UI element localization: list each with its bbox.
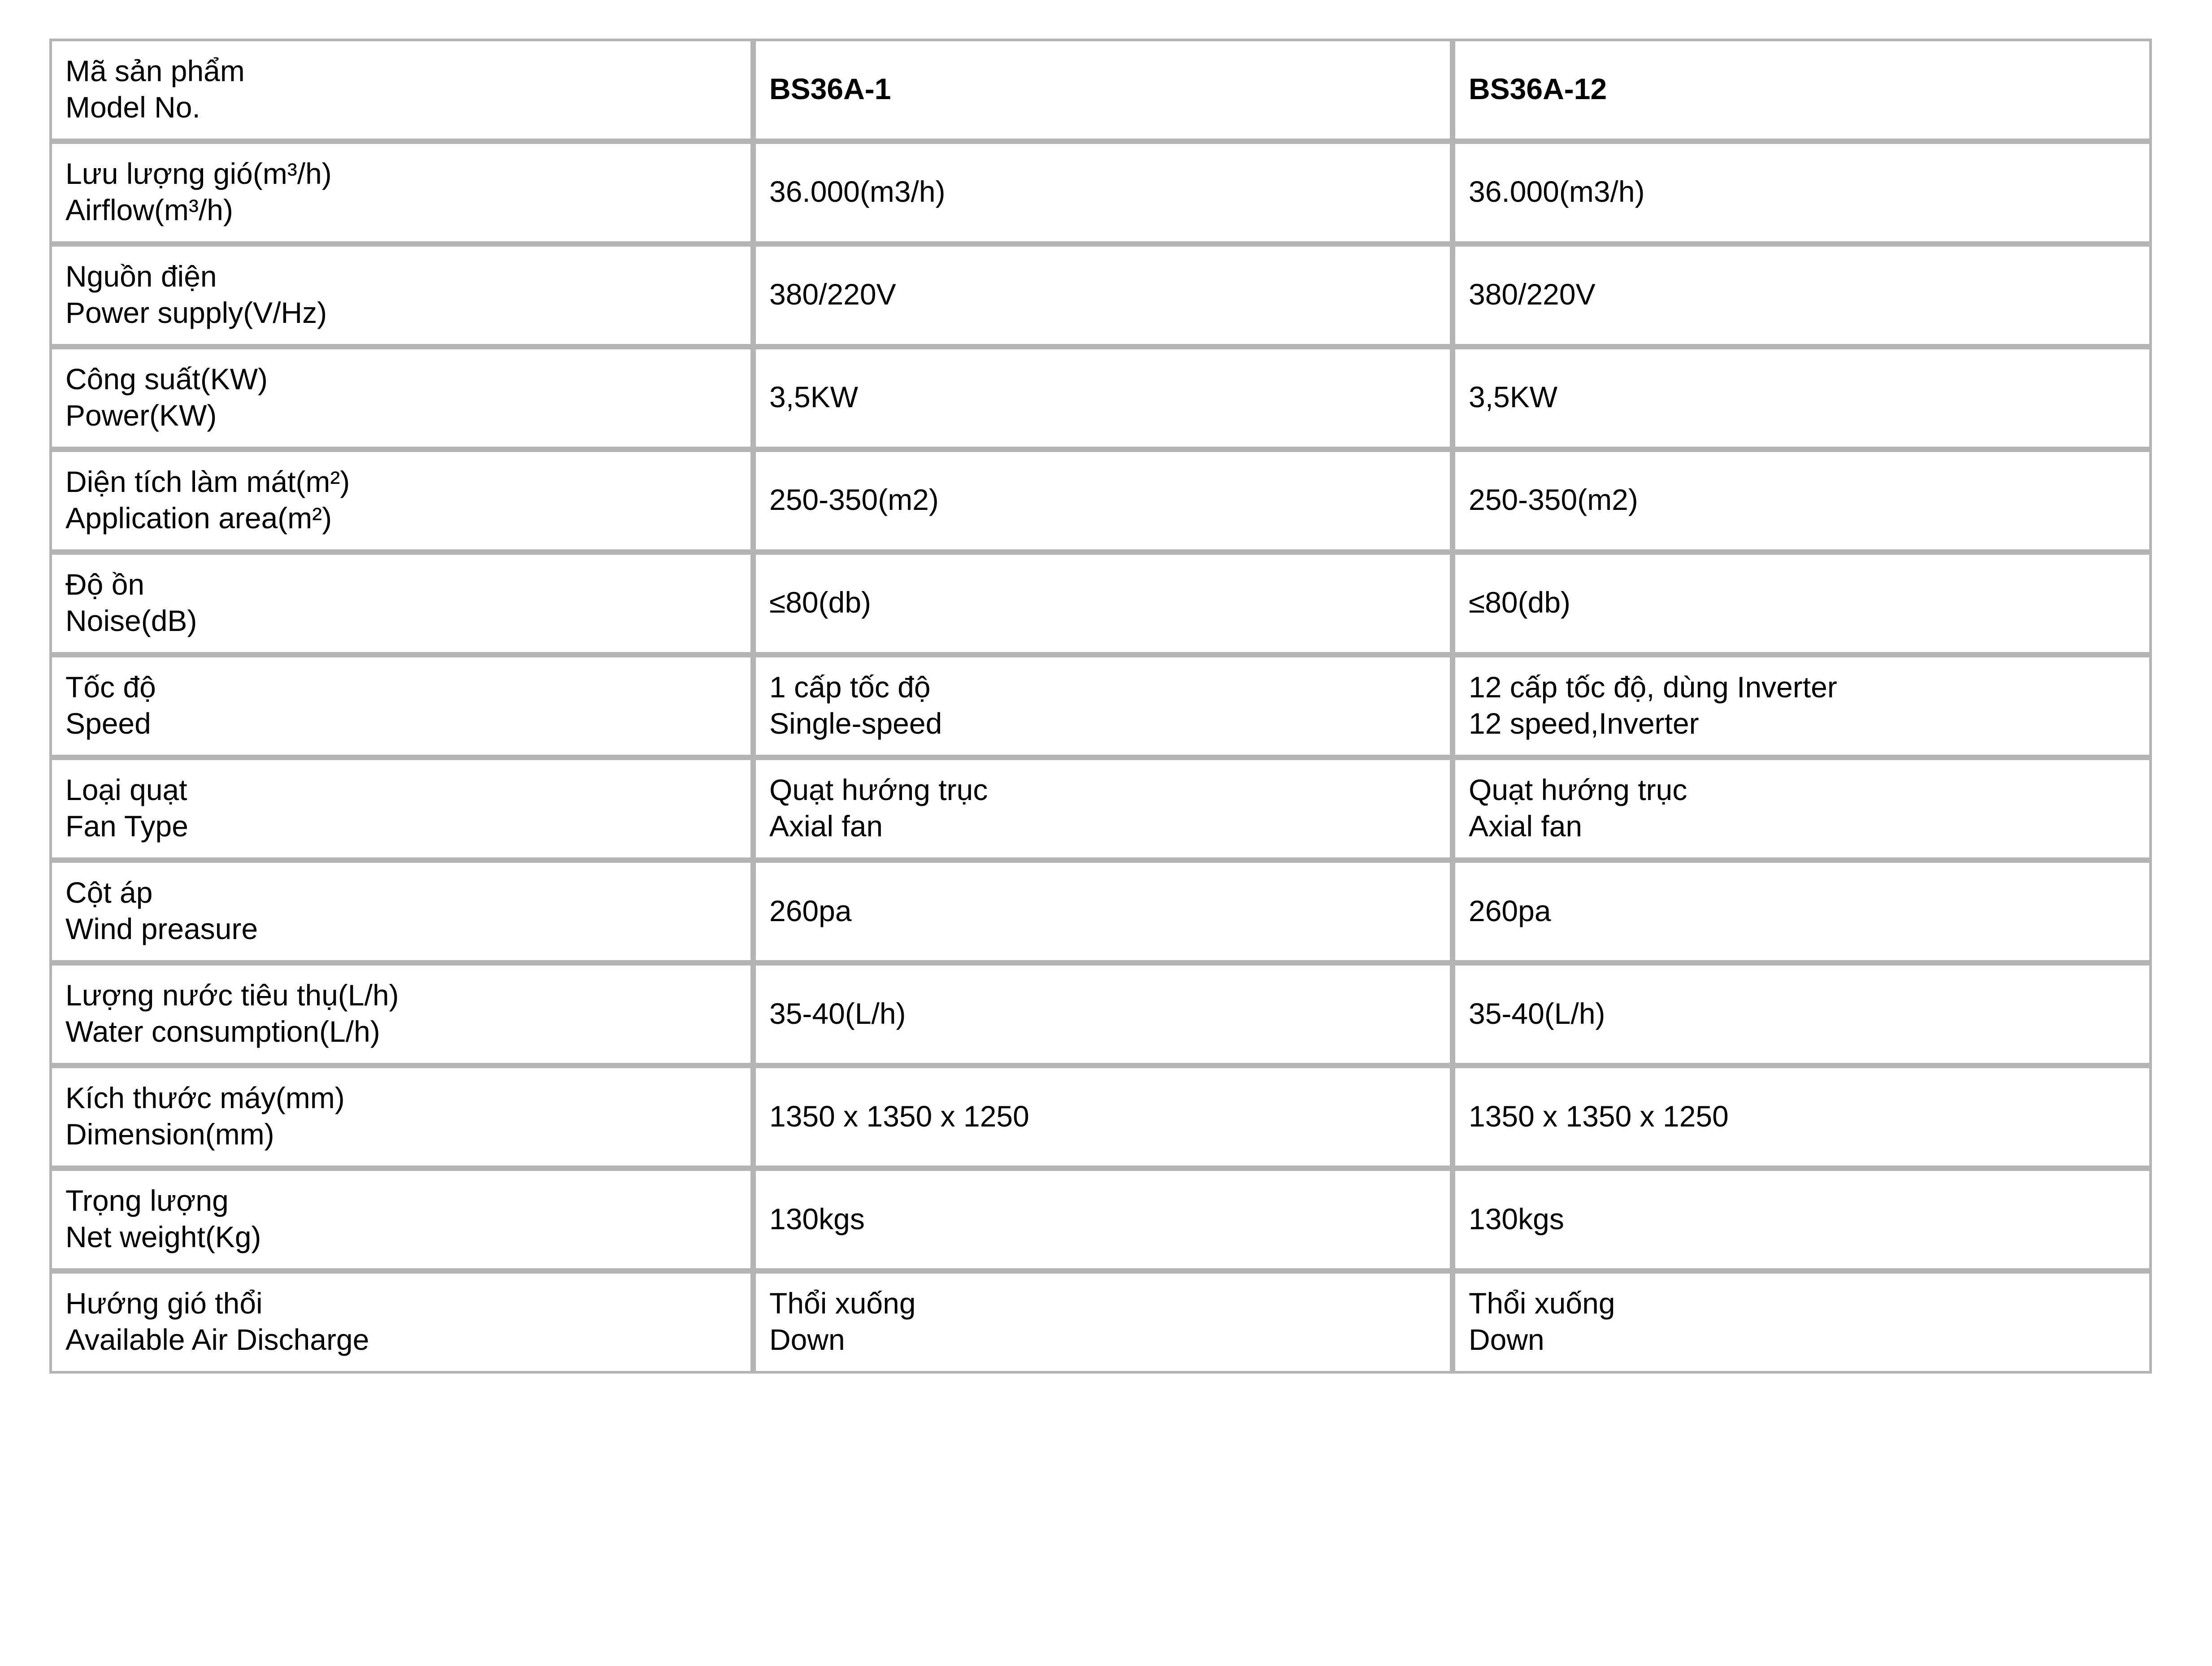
row-label-fan-type — [49, 757, 753, 860]
value-dimension-col1 — [753, 1066, 1453, 1168]
label-vi: Nguồn điện — [65, 260, 217, 293]
label-en: Dimension(mm) — [65, 1117, 274, 1151]
label-vi: Diện tích làm mát(m²) — [65, 465, 350, 499]
value-vi: 1350 x 1350 x 1250 — [1469, 1099, 1729, 1133]
specifications-table — [49, 39, 2152, 1374]
value-vi: 3,5KW — [1469, 380, 1558, 414]
value-fan-type-col2 — [1453, 757, 2152, 860]
row-label-air-discharge — [49, 1271, 753, 1374]
table-row — [49, 347, 2152, 449]
row-label-speed — [49, 655, 753, 757]
label-vi: Cột áp — [65, 876, 153, 909]
value-vi: 36.000(m3/h) — [1469, 175, 1645, 209]
label-en: Application area(m²) — [65, 501, 332, 535]
label-en: Water consumption(L/h) — [65, 1014, 380, 1048]
value-vi: 35-40(L/h) — [769, 996, 906, 1030]
value-vi: 1 cấp tốc độ — [769, 670, 931, 704]
label-vi: Độ ồn — [65, 568, 145, 601]
value-power-supply-col2 — [1453, 244, 2152, 347]
value-application-area-col2 — [1453, 449, 2152, 552]
row-label-wind-pressure — [49, 860, 753, 963]
label-en: Speed — [65, 706, 151, 740]
value-vi: 36.000(m3/h) — [769, 175, 946, 209]
row-label-application-area — [49, 449, 753, 552]
value-vi: ≤80(db) — [769, 586, 872, 619]
value-water-consumption-col1 — [753, 963, 1453, 1066]
label-vi: Lưu lượng gió(m³/h) — [65, 157, 332, 191]
value-vi: 1350 x 1350 x 1250 — [769, 1099, 1029, 1133]
label-en: Noise(dB) — [65, 604, 197, 637]
header-cell-model-2 — [1453, 39, 2152, 141]
value-vi: 12 cấp tốc độ, dùng Inverter — [1469, 670, 1837, 704]
value-vi: 130kgs — [1469, 1202, 1564, 1235]
value-vi: Quạt hướng trục — [769, 773, 988, 807]
value-vi: Quạt hướng trục — [1469, 773, 1687, 807]
label-en: Model No. — [65, 90, 200, 124]
value-en: Axial fan — [1469, 809, 1583, 843]
table-row — [49, 449, 2152, 552]
label-vi: Mã sản phẩm — [65, 54, 245, 87]
table-row — [49, 1271, 2152, 1374]
row-label-power — [49, 347, 753, 449]
value-wind-pressure-col1 — [753, 860, 1453, 963]
row-label-airflow — [49, 141, 753, 244]
label-vi: Kích thước máy(mm) — [65, 1081, 345, 1115]
value-airflow-col1 — [753, 141, 1453, 244]
value-water-consumption-col2 — [1453, 963, 2152, 1066]
value-net-weight-col1 — [753, 1168, 1453, 1271]
table-row — [49, 963, 2152, 1066]
value-speed-col1 — [753, 655, 1453, 757]
value-power-supply-col1 — [753, 244, 1453, 347]
value-vi: 35-40(L/h) — [1469, 996, 1605, 1030]
label-vi: Công suất(KW) — [65, 362, 268, 396]
label-en: Net weight(Kg) — [65, 1220, 261, 1253]
label-vi: Loại quạt — [65, 773, 187, 807]
row-label-noise — [49, 552, 753, 655]
value-vi: 3,5KW — [769, 380, 859, 414]
row-label-net-weight — [49, 1168, 753, 1271]
value-en: Axial fan — [769, 809, 883, 843]
value-vi: 380/220V — [1469, 278, 1596, 311]
table-row — [49, 1066, 2152, 1168]
header-cell-model-label — [49, 39, 753, 141]
row-label-water-consumption — [49, 963, 753, 1066]
table-row — [49, 655, 2152, 757]
table-header-row — [49, 39, 2152, 141]
header-cell-model-1 — [753, 39, 1453, 141]
label-en: Power supply(V/Hz) — [65, 296, 327, 329]
value-fan-type-col1 — [753, 757, 1453, 860]
value-airflow-col2 — [1453, 141, 2152, 244]
model-name: BS36A-1 — [769, 72, 891, 106]
value-application-area-col1 — [753, 449, 1453, 552]
value-vi: Thổi xuống — [769, 1287, 916, 1320]
value-en: 12 speed,Inverter — [1469, 706, 1699, 740]
value-speed-col2 — [1453, 655, 2152, 757]
value-noise-col1 — [753, 552, 1453, 655]
label-vi: Trọng lượng — [65, 1184, 229, 1218]
value-noise-col2 — [1453, 552, 2152, 655]
value-power-col2 — [1453, 347, 2152, 449]
value-power-col1 — [753, 347, 1453, 449]
table-row — [49, 244, 2152, 347]
row-label-power-supply — [49, 244, 753, 347]
label-en: Power(KW) — [65, 398, 217, 432]
value-net-weight-col2 — [1453, 1168, 2152, 1271]
table-row — [49, 757, 2152, 860]
label-vi: Tốc độ — [65, 670, 156, 704]
value-vi: 260pa — [1469, 894, 1551, 927]
value-dimension-col2 — [1453, 1066, 2152, 1168]
value-vi: Thổi xuống — [1469, 1287, 1615, 1320]
row-label-dimension — [49, 1066, 753, 1168]
value-wind-pressure-col2 — [1453, 860, 2152, 963]
value-en: Down — [769, 1322, 845, 1356]
table-row — [49, 860, 2152, 963]
label-en: Airflow(m³/h) — [65, 193, 233, 226]
value-vi: 260pa — [769, 894, 852, 927]
value-vi: 250-350(m2) — [769, 483, 939, 517]
label-vi: Lượng nước tiêu thụ(L/h) — [65, 979, 399, 1012]
value-vi: 250-350(m2) — [1469, 483, 1638, 517]
label-en: Fan Type — [65, 809, 188, 843]
table-row — [49, 552, 2152, 655]
value-vi: 130kgs — [769, 1202, 865, 1235]
value-vi: ≤80(db) — [1469, 586, 1571, 619]
value-en: Down — [1469, 1322, 1544, 1356]
model-name: BS36A-12 — [1469, 72, 1607, 106]
value-air-discharge-col2 — [1453, 1271, 2152, 1374]
value-vi: 380/220V — [769, 278, 896, 311]
value-air-discharge-col1 — [753, 1271, 1453, 1374]
label-en: Wind preasure — [65, 912, 258, 945]
table-row — [49, 1168, 2152, 1271]
table-row — [49, 141, 2152, 244]
label-vi: Hướng gió thổi — [65, 1287, 263, 1320]
label-en: Available Air Discharge — [65, 1322, 369, 1356]
value-en: Single-speed — [769, 706, 942, 740]
